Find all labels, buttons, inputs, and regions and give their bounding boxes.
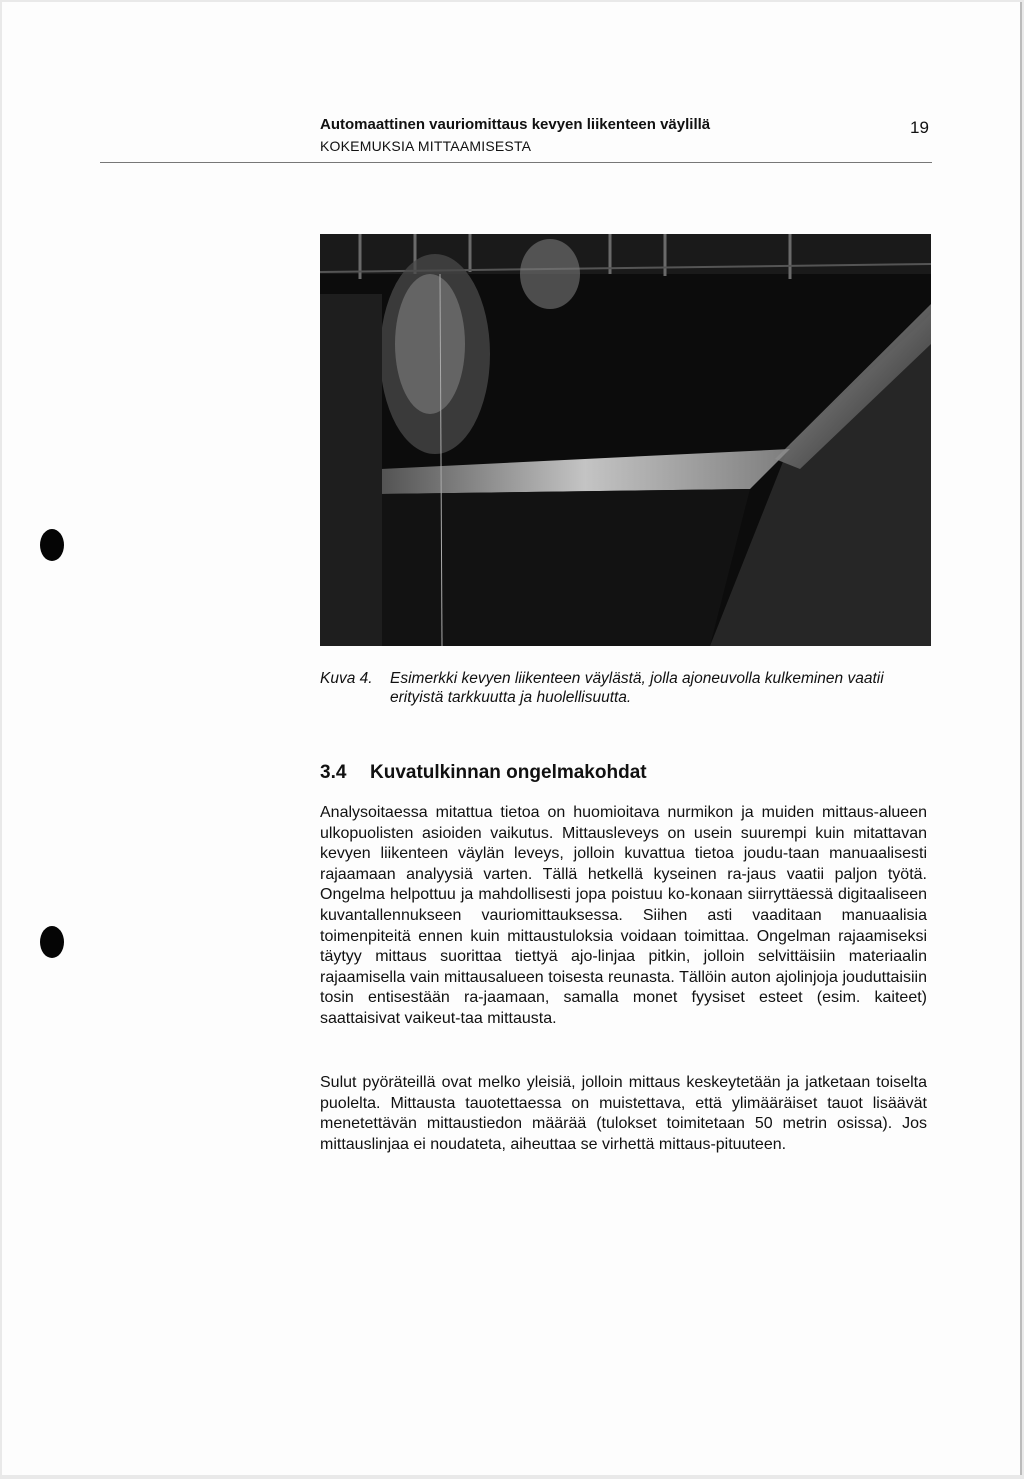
punch-hole-top (40, 529, 64, 561)
punch-hole-bottom (40, 926, 64, 958)
running-header-subtitle: KOKEMUKSIA MITTAAMISESTA (320, 138, 532, 154)
document-page (2, 2, 1022, 1475)
figure-photo (320, 234, 931, 646)
figure-caption-text: Esimerkki kevyen liikenteen väylästä, jolla ajoneuvolla kulkeminen vaatii erityistä tarkkuutta ja huolellisuutta. (390, 670, 884, 706)
running-header-title: Automaattinen vauriomittaus kevyen liikenteen väylillä (320, 116, 711, 133)
figure-label: Kuva 4. (320, 670, 373, 687)
body-paragraph-2: Sulut pyöräteillä ovat melko yleisiä, jolloin mittaus keskeytetään ja jatketaan toiselta puolelta. Mittausta tauotettaessa on muistettava, että ylimääräiset tauot lisäävät menetettävän mittaustiedon määrää (tulokset toimitetaan 50 metrin osissa). Jos mittauslinjaa ei noudateta, aiheuttaa se virhettä mittaus-pituuteen. (320, 1074, 927, 1153)
body-paragraph-1: Analysoitaessa mitattua tietoa on huomioitava nurmikon ja muiden mittaus-alueen ulkopuolisten asioiden vaikutus. Mittausleveys on usein suurempi kuin mitattavan kevyen liikenteen väylän leveys, jolloin kuvattua tietoa joudu-taan manuaalisesti rajaamaan analyysiä varten. Tällä hetkellä kyseinen ra-jaus vaatii paljon työtä. Ongelma helpottuu ja mahdollisesti jopa poistuu ko-konaan siirryttäessä digitaaliseen kuvantallennukseen vauriomittauksessa. Siihen asti vaaditaan manuaalisia toimenpiteitä ennen kuin mittaustuloksia voidaan toimittaa. Ongelman rajaamiseksi täytyy mittaus suorittaa tiettyä ajo-linjaa pitkin, jolloin selvittäisiin materiaalin rajaamisella vain mittausalueen toisesta reunasta. Tällöin auton ajolinjoja jouduttaisiin tosin entisestään ra-jaamaan, samalla monet fyysiset esteet (esim. kaiteet) saattaisivat vaikeut-taa mittausta. (320, 804, 927, 1027)
header-divider (100, 162, 932, 163)
page-number: 19 (910, 118, 929, 137)
section-heading (320, 762, 647, 784)
section-number: 3.4 (320, 762, 347, 783)
section-title: Kuvatulkinnan ongelmakohdat (370, 762, 647, 783)
